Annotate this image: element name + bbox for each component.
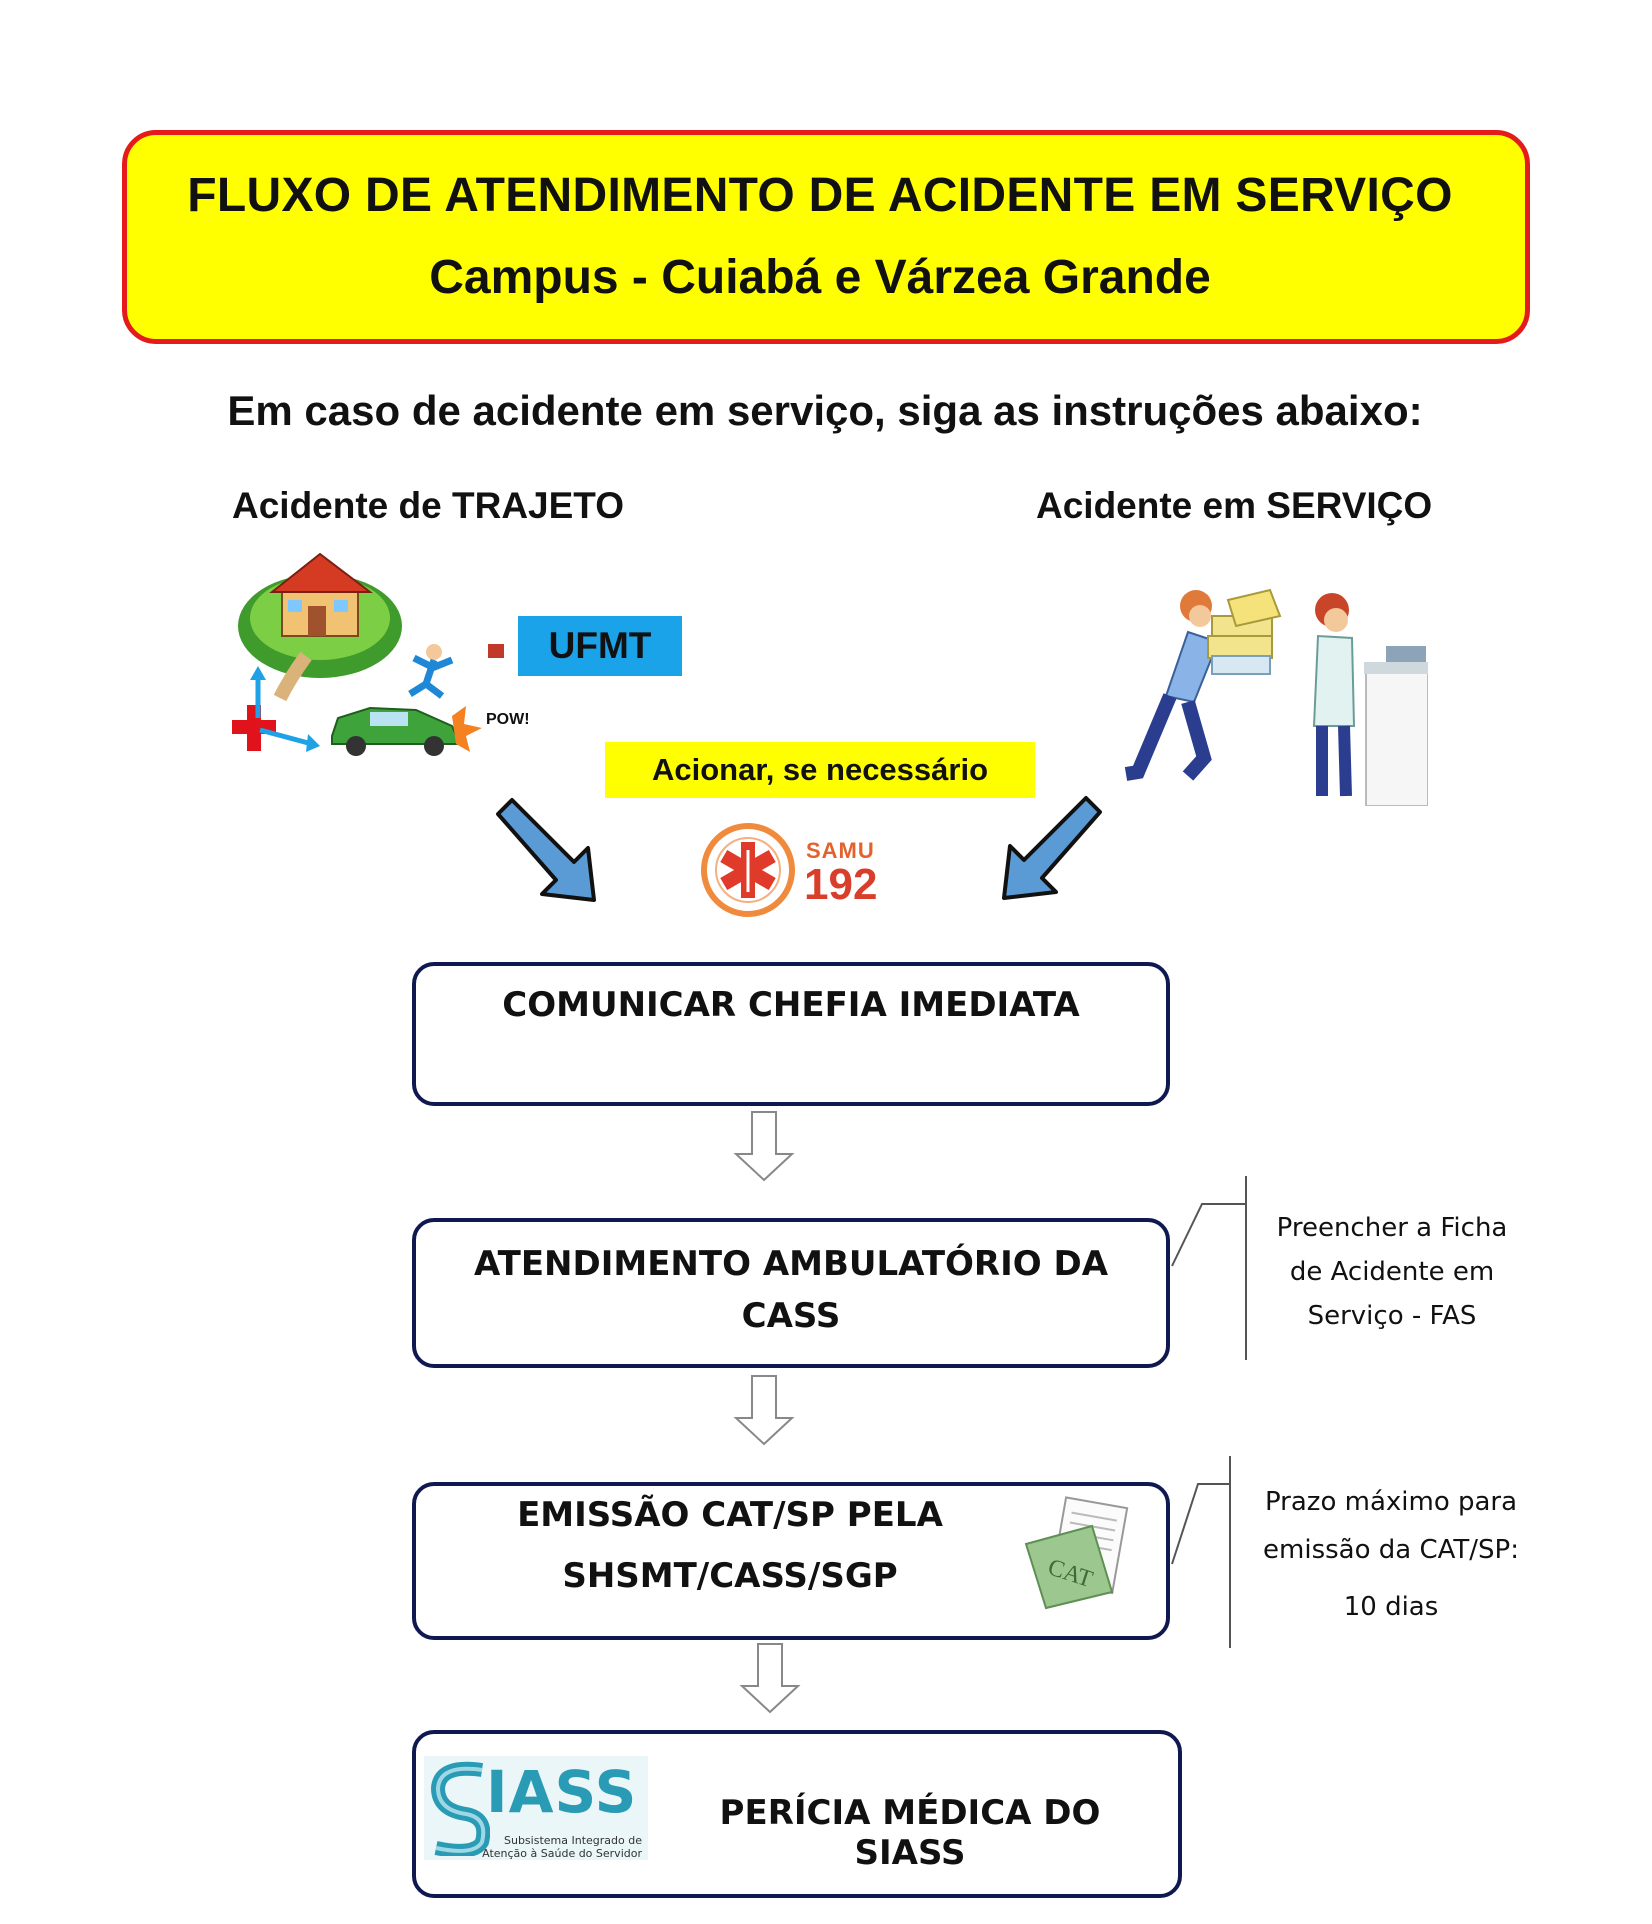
callout-bracket — [1170, 1174, 1260, 1364]
flow-arrow-down-icon — [730, 1110, 798, 1184]
step-label-pericia-siass: PERÍCIA MÉDICA DO SIASS — [719, 1793, 1101, 1873]
siass-logo-word: IASS — [486, 1758, 638, 1826]
callout-bracket — [1170, 1454, 1242, 1650]
first-aid-icon — [232, 666, 320, 752]
branch-label-trajeto: Acidente de TRAJETO — [232, 485, 625, 526]
note-prazo-days: 10 dias — [1343, 1592, 1439, 1622]
acionar-label: Acionar, se necessário — [605, 742, 1035, 798]
page-subtitle: Campus - Cuiabá e Várzea Grande — [429, 251, 1211, 304]
cat-document-icon — [1022, 1496, 1132, 1616]
svg-text:CAT: CAT — [1044, 1554, 1096, 1594]
worker-carrying-boxes-icon — [1126, 590, 1280, 776]
samu-word: SAMU — [806, 838, 875, 863]
flow-arrow-down-icon — [730, 1374, 798, 1448]
step-label-atendimento-cass: ATENDIMENTO AMBULATÓRIO DA CASS — [473, 1244, 1109, 1336]
servico-illustration — [1118, 576, 1428, 806]
step-label-emissao-cat-line2: SHSMT/CASS/SGP — [562, 1556, 898, 1596]
arrow-down-right-icon — [490, 792, 610, 908]
step-box-comunicar-chefia — [412, 962, 1170, 1106]
ufmt-label: UFMT — [518, 616, 682, 676]
arrow-down-left-icon — [990, 790, 1110, 906]
siass-logo — [424, 1756, 648, 1860]
samu-star-of-life-icon — [700, 822, 796, 918]
note-fas: Preencher a Ficha de Acidente em Serviço - FAS — [1276, 1213, 1508, 1331]
note-prazo: Prazo máximo para emissão da CAT/SP: — [1263, 1487, 1519, 1565]
title-banner — [122, 130, 1530, 344]
step-label-comunicar-chefia: COMUNICAR CHEFIA IMEDIATA — [502, 985, 1080, 1025]
samu-number: 192 — [804, 860, 878, 909]
instructions-text: Em caso de acidente em serviço, siga as instruções abaixo: — [227, 387, 1423, 434]
siass-logo-subtitle-2: Atenção à Saúde do Servidor — [482, 1847, 642, 1860]
svg-text:POW!: POW! — [486, 711, 530, 728]
trajeto-illustration — [220, 548, 550, 798]
page-title: FLUXO DE ATENDIMENTO DE ACIDENTE EM SERVIÇO — [187, 169, 1453, 222]
flow-arrow-down-icon — [736, 1642, 804, 1716]
branch-label-servico: Acidente em SERVIÇO — [1036, 485, 1433, 526]
siass-logo-subtitle-1: Subsistema Integrado de — [504, 1834, 642, 1847]
lab-worker-icon — [1314, 593, 1428, 806]
step-label-emissao-cat-line1: EMISSÃO CAT/SP PELA — [517, 1495, 943, 1535]
